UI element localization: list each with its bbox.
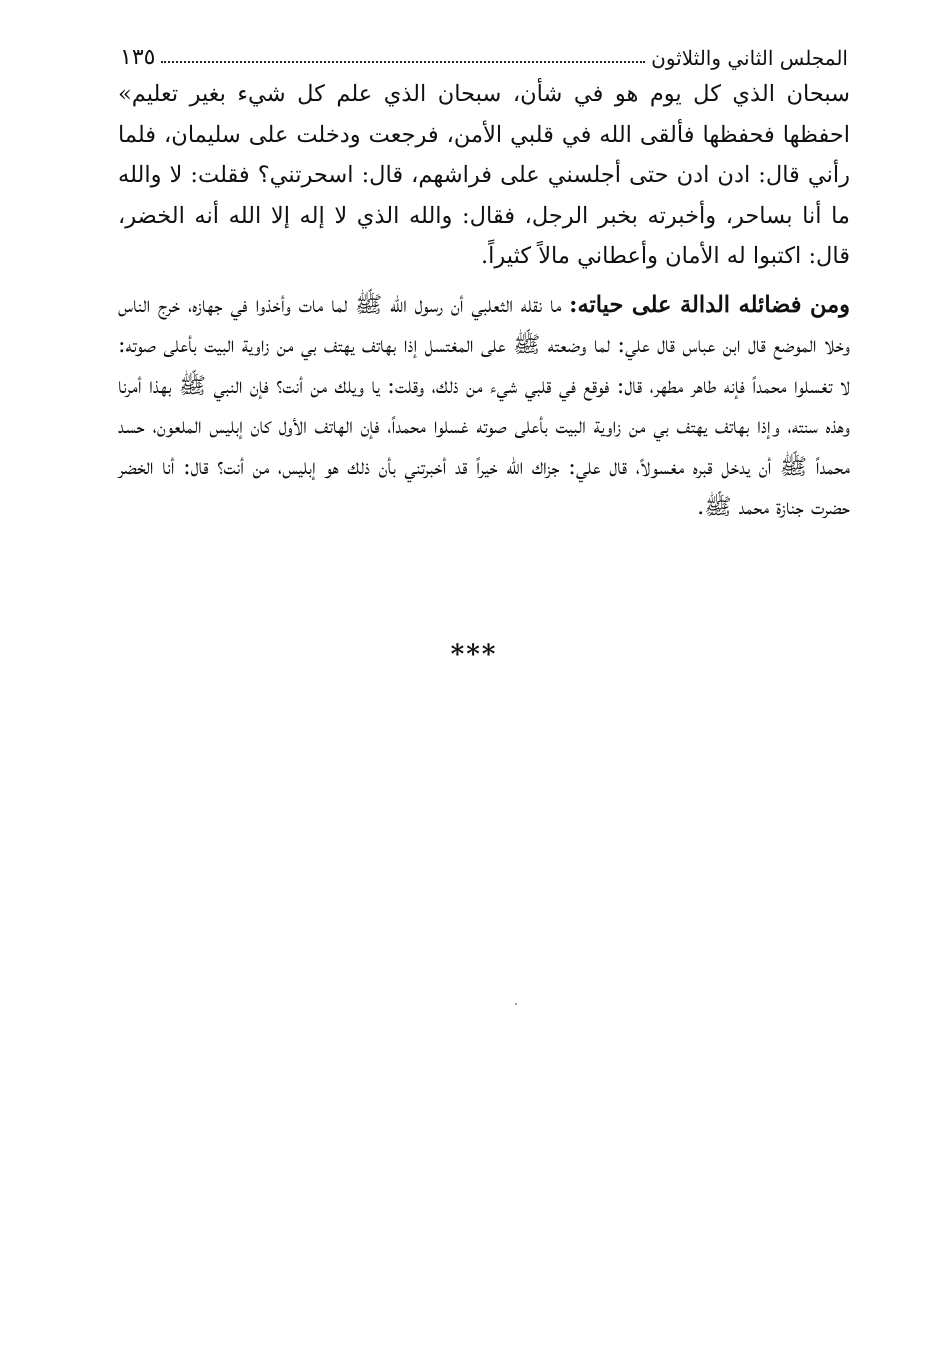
paragraph-1-text: سبحان الذي كل يوم هو في شأن، سبحان الذي علم كل شيء بغير تعليم» احفظها فحفظها فألقى الله في قلبي الأمن، فرجعت ودخلت على سليمان، فلما رأني قال: ادن ادن حتى أجلسني على فراشهم، قال: اسحرتني؟ فقلت: لا والله ما أنا بساحر، وأخبرته بخبر الرجل، فقال: والله الذي لا إله إلا الله أنه الخضر، قال: اكتبوا له الأمان وأعطاني مالاً كثيراً.: [118, 81, 850, 269]
page-number: ١٣٥: [120, 45, 156, 70]
paragraph-2-heading: ومن فضائله الدالة على حياته:: [569, 291, 850, 318]
scan-speck: [515, 1003, 517, 1005]
header-dotted-leader: [161, 61, 645, 63]
page-body: [118, 74, 850, 528]
chapter-title: المجلس الثاني والثلاثون: [651, 46, 848, 70]
paragraph-2-text: ما نقله الثعلبي أن رسول الله ﷺ لما مات وأخذوا في جهازه، خرج الناس وخلا الموضع قال ابن عباس قال علي: لما وضعته ﷺ على المغتسل إذا بهاتف يهتف بي من زاوية البيت بأعلى صوته: لا تغسلوا محمداً فإنه طاهر مطهر، قال: فوقع في قلبي شيء من ذلك، وقلت: يا ويلك من أنت؟ فإن النبي ﷺ بهذا أمرنا وهذه سنته، وإذا بهاتف يهتف بي من زاوية البيت بأعلى صوته غسلوا محمداً، فإن الهاتف الأول كان إبليس الملعون، حسد محمداً ﷺ أن يدخل قبره مغسولاً، قال علي: جزاك الله خيراً قد أخبرتني بأن ذلك هو إبليس، من أنت؟ قال: أنا الخضر حضرت جنازة محمد ﷺ.: [118, 291, 850, 520]
paragraph-2: [118, 285, 850, 528]
paragraph-1: [118, 74, 850, 277]
running-header: [120, 36, 848, 70]
section-separator: ***: [450, 640, 498, 670]
